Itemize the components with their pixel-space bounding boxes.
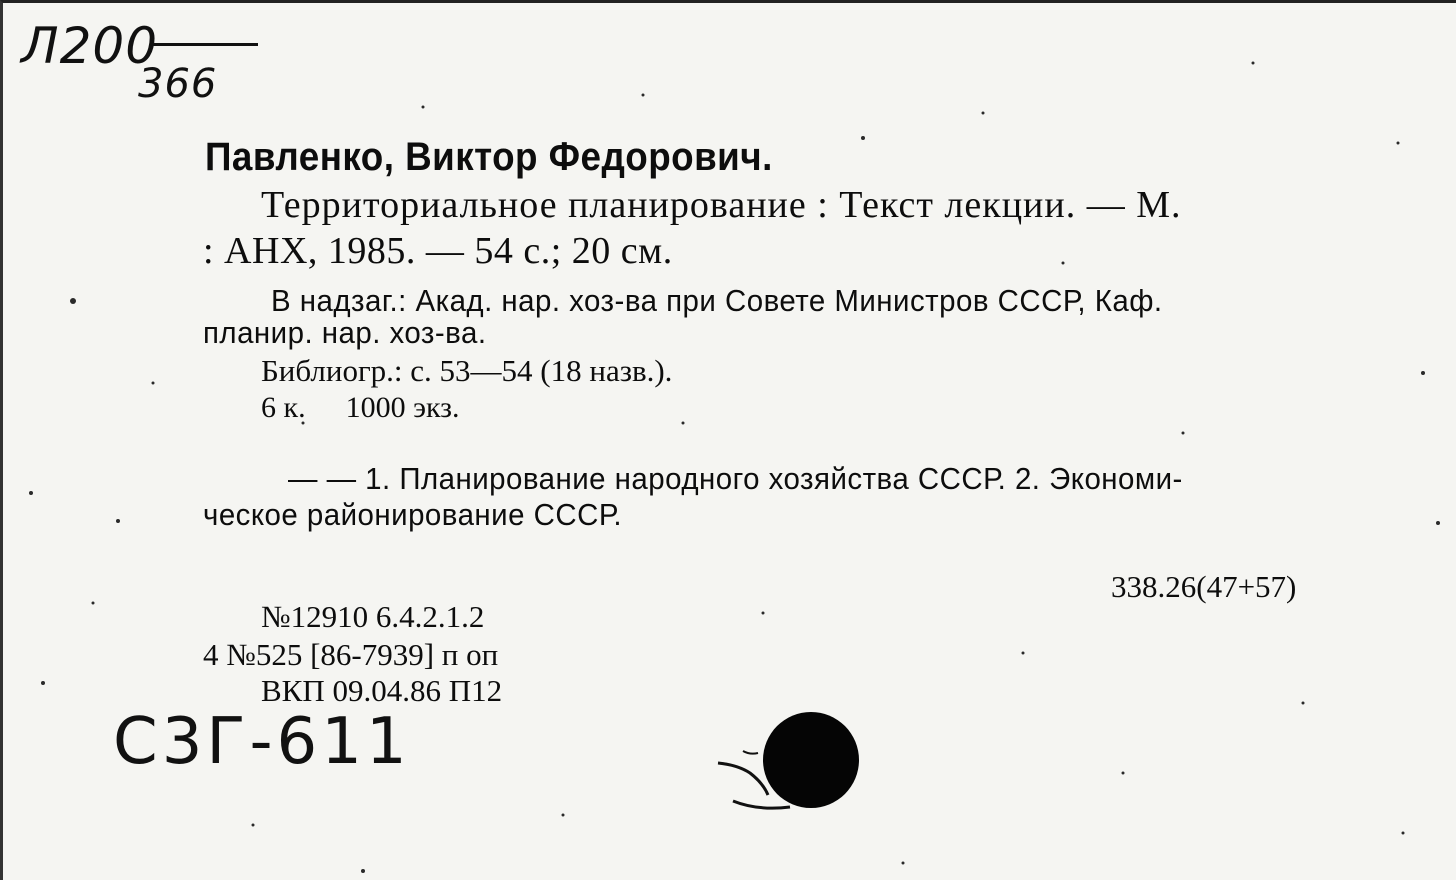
- subject-line-2: ческое районирование СССР.: [203, 497, 623, 532]
- bibliography-note: Библиогр.: с. 53—54 (18 назв.).: [261, 353, 673, 388]
- call-number-bottom: 366: [138, 61, 218, 107]
- udc-code: 338.26(47+57): [1111, 569, 1297, 604]
- call-number-divider: [153, 43, 258, 46]
- control-line-3: ВКП 09.04.86 П12: [261, 673, 503, 708]
- author-heading: Павленко, Виктор Федорович.: [205, 135, 773, 179]
- note-line-2: планир. нар. хоз-ва.: [203, 315, 487, 350]
- copies-k: 6 к.: [261, 391, 306, 424]
- note-line-1: В надзаг.: Акад. нар. хоз-ва при Совете Министров СССР, Каф.: [271, 283, 1163, 318]
- title-line-2: : АНХ, 1985. — 54 с.; 20 см.: [203, 230, 673, 272]
- control-line-1: №12910 6.4.2.1.2: [261, 599, 485, 634]
- control-line-2: 4 №525 [86-7939] п оп: [203, 637, 499, 672]
- title-line-1: Территориальное планирование : Текст лекции. — М.: [261, 184, 1182, 226]
- call-number-top: Л200: [21, 17, 159, 75]
- shelf-mark: С3Г-611: [113, 705, 411, 779]
- print-run: 1000 экз.: [345, 391, 460, 424]
- punch-hole-blot: [708, 703, 868, 823]
- print-run-line: [261, 391, 459, 425]
- subject-line-1: — — 1. Планирование народного хозяйства СССР. 2. Экономи-: [288, 461, 1183, 496]
